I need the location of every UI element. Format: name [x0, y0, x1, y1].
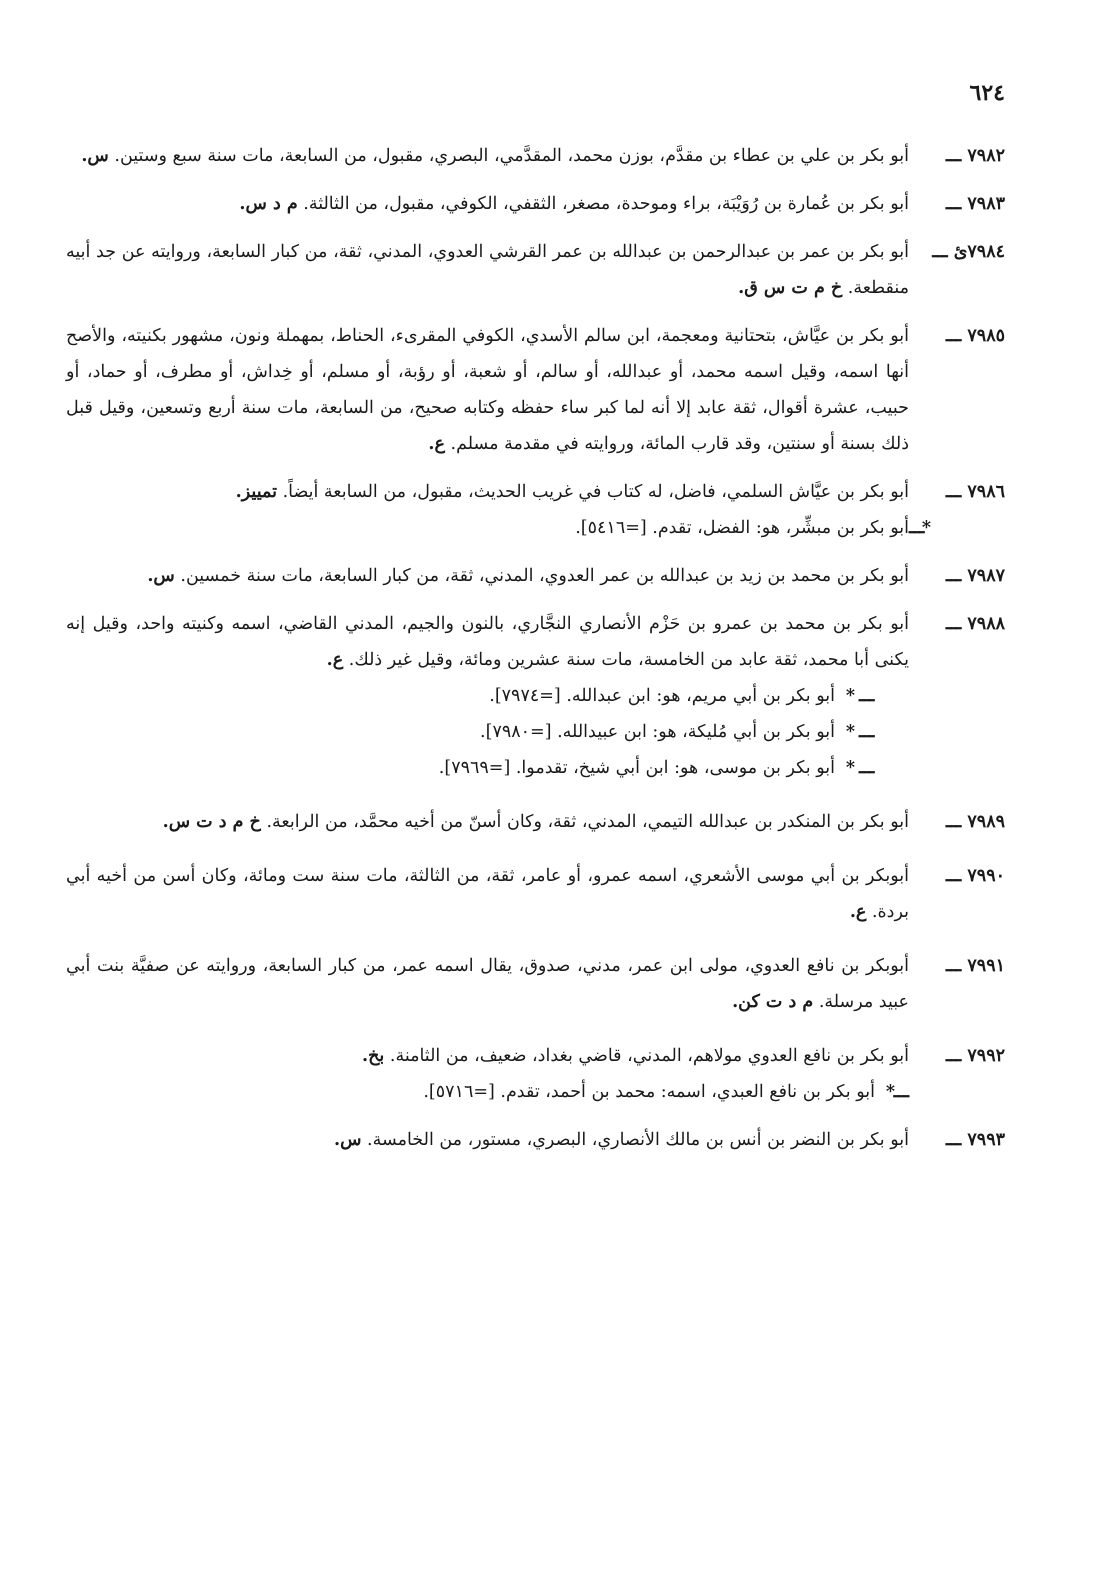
entry-marker: ٧٩٩١ ـــ [945, 956, 1005, 976]
entries-list [66, 138, 1005, 1158]
entry-marker: ٧٩٩٣ ـــ [945, 1130, 1005, 1150]
star-marker: * [845, 722, 855, 742]
star-marker: * [921, 518, 931, 538]
entry-codes: خ م ت س ق. [738, 278, 843, 298]
dash-marker: ـــ [859, 722, 875, 742]
entry-marker: ٧٩٨٧ ـــ [945, 566, 1005, 586]
entry-marker: ٧٩٨٤ئ ـــ [932, 242, 1005, 262]
cross-ref [66, 678, 1005, 714]
entry-marker: ٧٩٩٠ ـــ [945, 866, 1005, 886]
entry-text: أبو بكر بن عُمارة بن رُوَيْبَة، براء وموحدة، مصغر، الثقفي، الكوفي، مقبول، من الثالثة. [303, 194, 909, 214]
entry-7987 [66, 558, 1005, 594]
dash-marker: ـــ [909, 518, 925, 538]
star-marker: * [845, 758, 855, 778]
entry-marker: ٧٩٨٨ ـــ [945, 614, 1005, 634]
entry-marker: ٧٩٨٩ ـــ [945, 812, 1005, 832]
entry-text: أبو بكر بن علي بن عطاء بن مقدَّم، بوزن محمد، المقدَّمي، البصري، مقبول، من السابعة، مات سنة سبع وستين. [114, 146, 909, 166]
entry-marker: ٧٩٨٢ ـــ [945, 146, 1005, 166]
entry-text: أبو بكر بن محمد بن زيد بن عبدالله بن عمر العدوي، المدني، ثقة، من كبار السابعة، مات سنة خمسين. [180, 566, 909, 586]
entry-7989 [66, 804, 1005, 840]
cross-ref-text: أبو بكر بن نافع العبدي، اسمه: محمد بن أحمد، تقدم. [=٥٧١٦]. [423, 1082, 875, 1102]
entry-marker: ٧٩٨٦ ـــ [945, 482, 1005, 502]
star-marker: * [845, 686, 855, 706]
cross-ref [66, 1074, 1005, 1110]
dash-marker: ـــ [893, 1082, 909, 1102]
cross-ref-text: أبو بكر بن مبشِّر، هو: الفضل، تقدم. [=٥٤١٦]. [575, 518, 909, 538]
entry-7984 [66, 234, 1005, 306]
entry-marker: ٧٩٩٢ ـــ [945, 1046, 1005, 1066]
entry-text: أبو بكر بن المنكدر بن عبدالله التيمي، المدني، ثقة، وكان أسنّ من أخيه محمَّد، من الرابعة. [266, 812, 909, 832]
entry-codes: ع. [326, 650, 344, 670]
entry-7990 [66, 858, 1005, 930]
cross-ref [66, 510, 1005, 546]
cross-ref-text: أبو بكر بن موسى، هو: ابن أبي شيخ، تقدموا. [=٧٩٦٩]. [438, 758, 835, 778]
star-marker: * [885, 1082, 895, 1102]
entry-text: أبو بكر بن عيَّاش، بتحتانية ومعجمة، ابن سالم الأسدي، الكوفي المقرىء، الحناط، بمهملة ونون، مشهور بكنيته، والأصح أنها اسمه، وقيل اسمه محمد، أو عبدالله، أو سالم، أو شعبة، أو رؤبة، أو مسلم، أو خِداش، أو مطرف، أو حماد، أو حبيب، عشرة أقوال، ثقة عابد إلا أنه لما كبر ساء حفظه وكتابه صحيح، من السابعة، مات سنة أربع وتسعين، وقيل قبل ذلك بسنة أو سنتين، وقد قارب المائة، وروايته في مقدمة مسلم. [66, 326, 909, 454]
entry-codes: بخ. [362, 1046, 385, 1066]
entry-text: أبو بكر بن محمد بن عمرو بن حَزْم الأنصاري النجَّاري، بالنون والجيم، المدني القاضي، اسمه وكنيته واحد، وقيل إنه يكنى أبا محمد، ثقة عابد من الخامسة، مات سنة عشرين ومائة، وقيل غير ذلك. [66, 614, 909, 670]
entry-codes: م د ت كن. [732, 992, 814, 1012]
entry-7993 [66, 1122, 1005, 1158]
entry-codes: ع. [428, 434, 445, 454]
entry-7982 [66, 138, 1005, 174]
entry-text: أبوبكر بن نافع العدوي، مولى ابن عمر، مدني، صدوق، يقال اسمه عمر، من كبار السابعة، وروايته عن صفيَّة بنت أبي عبيد مرسلة. [66, 956, 909, 1012]
cross-ref [66, 714, 1005, 750]
entry-text: أبو بكر بن نافع العدوي مولاهم، المدني، قاضي بغداد، ضعيف، من الثامنة. [389, 1046, 909, 1066]
entry-7983 [66, 186, 1005, 222]
entry-codes: س. [334, 1130, 362, 1150]
page-number: ٦٢٤ [969, 80, 1005, 106]
entry-codes: ع. [849, 902, 867, 922]
entry-text: أبو بكر بن عيَّاش السلمي، فاضل، له كتاب في غريب الحديث، مقبول، من السابعة أيضاً. [282, 482, 909, 502]
entry-7991 [66, 948, 1005, 1020]
entry-text: أبوبكر بن أبي موسى الأشعري، اسمه عمرو، أو عامر، ثقة، من الثالثة، مات سنة ست ومائة، وكان أسن من أخيه أبي بردة. [66, 866, 909, 922]
entry-7985 [66, 318, 1005, 462]
entry-7986 [66, 474, 1005, 510]
entry-codes: س. [81, 146, 109, 166]
entry-text: أبو بكر بن النضر بن أنس بن مالك الأنصاري، البصري، مستور، من الخامسة. [367, 1130, 909, 1150]
dash-marker: ـــ [859, 758, 875, 778]
entry-marker: ٧٩٨٣ ـــ [945, 194, 1005, 214]
cross-ref-text: أبو بكر بن أبي مُليكة، هو: ابن عبيدالله. [=٧٩٨٠]. [480, 722, 835, 742]
entry-codes: م د س. [239, 194, 298, 214]
cross-ref-text: أبو بكر بن أبي مريم، هو: ابن عبدالله. [=٧٩٧٤]. [489, 686, 835, 706]
entry-7992 [66, 1038, 1005, 1074]
cross-ref [66, 750, 1005, 786]
entry-marker: ٧٩٨٥ ـــ [945, 326, 1005, 346]
entry-codes: س. [147, 566, 175, 586]
entry-codes: تمييز. [235, 482, 277, 502]
entry-7988 [66, 606, 1005, 678]
entry-codes: خ م د ت س. [162, 812, 261, 832]
dash-marker: ـــ [859, 686, 875, 706]
entry-text: أبو بكر بن عمر بن عبدالرحمن بن عبدالله بن عمر القرشي العدوي، المدني، ثقة، من كبار السابعة، وروايته عن جد أبيه منقطعة. [66, 242, 909, 298]
